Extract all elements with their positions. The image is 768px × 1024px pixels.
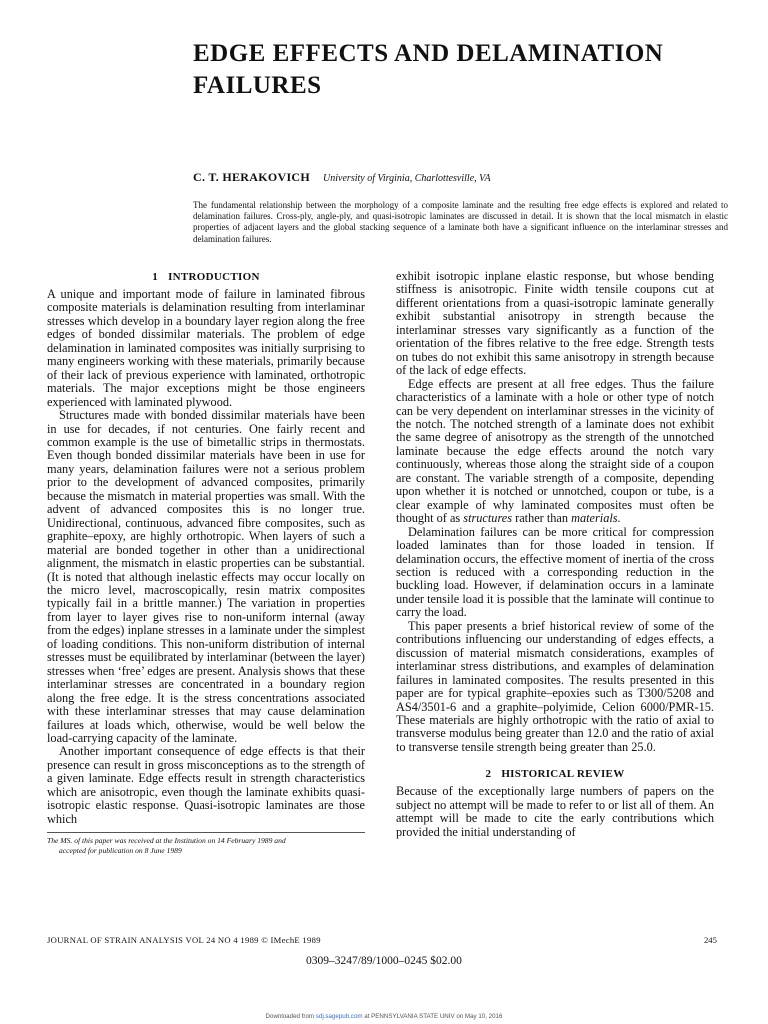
section-heading-historical-review <box>396 767 714 781</box>
paragraph: Structures made with bonded dissimilar materials have been in use for decades, if not centuries. One fairly recent and common example is the use of bimetallic strips in thermostats. Even though bonded dissimilar materials have been in use for many years, delamination failures were not a serious problem prior to the development of advanced composites, primarily because the mismatch in material properties was small. With the advent of advanced composites this is no longer true. Unidirectional, continuous, advanced fibre composites, such as graphite–epoxy, are highly orthotropic. When layers of such a material are bonded together in other than a unidirectional alignment, the mismatch in elastic properties can be substantial. (It is noted that although inelastic effects may occur locally on the micro level, macroscopically, resin matrix composites typically fail in a brittle manner.) The variation in properties from layer to layer gives rise to non-uniform internal (away from the edges) inplane stresses in a laminate under the simplest of loading conditions. This non-uniform distribution of internal stresses must be equilibrated by interlaminar (between the layer) stresses when ‘free’ edges are present. Analysis shows that these interlaminar stresses are concentrated in a boundary region along the free edge. It is the stress concentrations associated with these interlaminar stresses that may cause delamination failures at loads which, otherwise, would be well below the load-carrying capacity of the laminate. <box>47 408 365 745</box>
section-title: INTRODUCTION <box>168 271 260 283</box>
paragraph: Another important consequence of edge effects is that their presence can result in gross misconceptions as to the strength of a given laminate. Edge effects result in strength characteristics which are anisotropic, even though the laminate exhibits quasi-isotropic elastic response. Quasi-isotropic laminates are those which <box>47 744 365 826</box>
right-column <box>396 270 714 839</box>
author-name: C. T. HERAKOVICH <box>193 170 311 184</box>
page-number: 245 <box>704 935 717 945</box>
received-footnote <box>47 832 365 855</box>
paragraph: Edge effects are present at all free edges. Thus the failure characteristics of a laminate with a hole or other type of notch can be very dependent on interlaminar stresses in the vicinity of the notch. The notched strength of a laminate does not exhibit the same degree of anisotropy as the strength of the unnotched laminate because the edge effects around the notch vary continuously, whereas those along the straight side of a coupon are constant. The variable strength of a composite, depending upon whether it is notched or unnotched, coupon or tube, is a clear example of why laminated composites must often be thought of as structures rather than materials. <box>396 376 714 526</box>
author-line <box>193 170 733 186</box>
paragraph: Because of the exceptionally large numbers of papers on the subject no attempt will be made to refer to or list all of them. An attempt will be made to cite the early contributions which provided the initial understanding of <box>396 784 714 839</box>
emphasis: materials. <box>571 511 621 526</box>
footnote-line: The MS. of this paper was received at the Institution on 14 February 1989 and <box>47 836 286 846</box>
emphasis: structures <box>463 511 513 526</box>
paragraph: Delamination failures can be more critical for compression loaded laminates than for those loaded in tension. If delamination occurs, the effective moment of inertia of the cross section is reduced with a corresponding reduction in the buckling load. However, if delamination occurs in a laminate under tensile load it is possible that the laminate will continue to carry the load. <box>396 524 714 620</box>
section-title: HISTORICAL REVIEW <box>501 768 625 781</box>
author-affiliation: University of Virginia, Charlottesville, VA <box>323 173 491 184</box>
section-number: 2 <box>485 768 492 781</box>
paragraph: exhibit isotropic inplane elastic response, but whose bending stiffness is anisotropic. Finite width tensile coupons cut at different orientations from a quasi-isotropic laminate generally exhibit substantial anisotropy in strength because the interlaminar stresses vary significantly as a function of the orientation of the fibres relative to the free edge. Strength tests on tubes do not exhibit this same anisotropy in strength because of the lack of edge effects. <box>396 269 714 378</box>
paragraph: A unique and important mode of failure in laminated fibrous composite materials is delamination resulting from interlaminar stresses which develop in a boundary layer region along the free edges of bonded dissimilar materials. The problem of edge delamination in laminated composites was initially surprising to many engineers working with these materials, primarily because of their lack of previous experience with laminated, orthotropic materials. The major exceptions might be those engineers experienced with laminated plywood. <box>47 287 365 409</box>
paper-title: EDGE EFFECTS AND DELAMINATION FAILURES <box>193 40 664 99</box>
issn-line: 0309–3247/89/1000–0245 $02.00 <box>306 955 462 967</box>
section-heading-introduction <box>47 270 365 284</box>
paragraph: This paper presents a brief historical review of some of the contributions influencing our understanding of edges effects, a discussion of material mismatch considerations, examples of interlaminar stress distributions, and examples of delamination failures in laminated composites. The results presented in this paper are for typical graphite–epoxies such as T300/5208 and AS4/3501-6 and a graphite–polyimide, Celion 6000/PMR-15. These materials are highly orthotropic with the ratio of axial to transverse modulus being greater than 12.0 and the ratio of axial to transverse tensile strength being greater than 25.0. <box>396 618 714 754</box>
abstract: The fundamental relationship between the morphology of a composite laminate and the resulting free edge effects is explored and related to delamination failures. Cross-ply, angle-ply, and quasi-isotropic laminates are discussed in detail. It is shown that the local mismatch in elastic properties of adjacent layers and the global stacking sequence of a laminate both have a significant influence on the interlaminar stresses and delamination failures. <box>193 200 728 244</box>
footnote-line: accepted for publication on 8 June 1989 <box>59 845 182 855</box>
section-number: 1 <box>152 271 159 283</box>
journal-footer: JOURNAL OF STRAIN ANALYSIS VOL 24 NO 4 1989 © IMechE 1989 <box>47 935 321 945</box>
download-notice: Downloaded from sdj.sagepub.com at PENNSYLVANIA STATE UNIV on May 10, 2016 <box>265 1013 503 1020</box>
download-link[interactable]: sdj.sagepub.com <box>315 1013 363 1020</box>
left-column <box>47 270 365 855</box>
